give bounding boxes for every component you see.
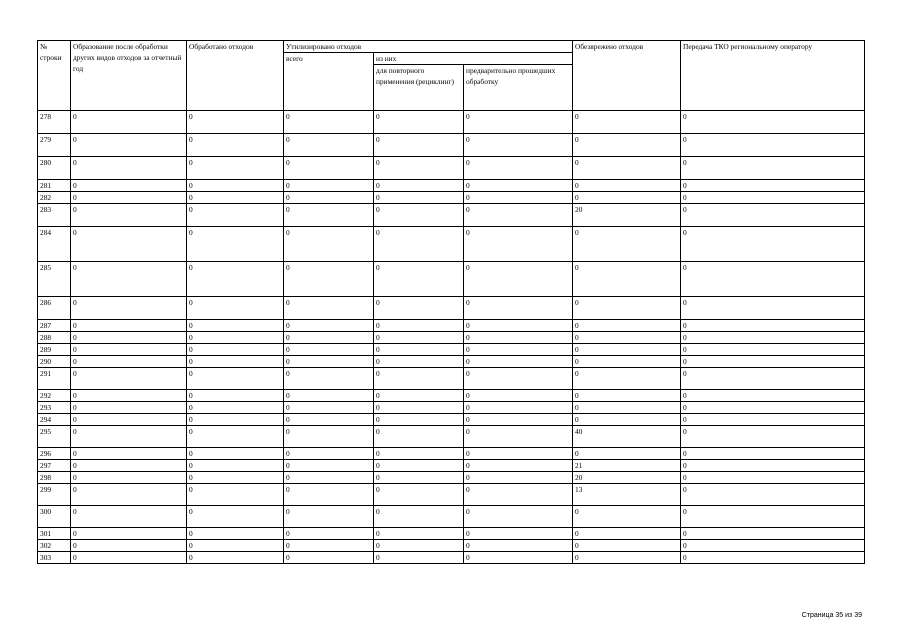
formed-value: 0	[71, 297, 187, 320]
utilized-total-value: 0	[284, 506, 374, 528]
processed-value: 0	[187, 540, 284, 552]
transfer-value: 0	[681, 528, 865, 540]
formed-value: 0	[71, 390, 187, 402]
formed-value: 0	[71, 448, 187, 460]
table-row	[38, 262, 865, 297]
reuse-value: 0	[374, 332, 464, 344]
transfer-value: 0	[681, 484, 865, 506]
reuse-value: 0	[374, 192, 464, 204]
row-number: 286	[38, 297, 71, 320]
utilized-total-value: 0	[284, 528, 374, 540]
utilized-total-value: 0	[284, 204, 374, 227]
formed-value: 0	[71, 552, 187, 564]
processed-value: 0	[187, 426, 284, 448]
processed-value: 0	[187, 344, 284, 356]
neutralized-value: 0	[573, 552, 681, 564]
row-number: 295	[38, 426, 71, 448]
utilized-total-value: 0	[284, 192, 374, 204]
header-utilized: Утилизировано отходов	[284, 41, 573, 53]
neutralized-value: 0	[573, 320, 681, 332]
formed-value: 0	[71, 460, 187, 472]
transfer-value: 0	[681, 344, 865, 356]
transfer-value: 0	[681, 262, 865, 297]
formed-value: 0	[71, 402, 187, 414]
header-utilized-total: всего	[284, 53, 374, 111]
table-row	[38, 552, 865, 564]
reuse-value: 0	[374, 157, 464, 180]
transfer-value: 0	[681, 180, 865, 192]
transfer-value: 0	[681, 414, 865, 426]
transfer-value: 0	[681, 204, 865, 227]
utilized-total-value: 0	[284, 297, 374, 320]
processed-value: 0	[187, 262, 284, 297]
pretreated-value: 0	[464, 368, 573, 390]
table-row	[38, 344, 865, 356]
processed-value: 0	[187, 227, 284, 262]
table-row	[38, 297, 865, 320]
reuse-value: 0	[374, 460, 464, 472]
neutralized-value: 0	[573, 192, 681, 204]
pretreated-value: 0	[464, 332, 573, 344]
table-row	[38, 390, 865, 402]
pretreated-value: 0	[464, 448, 573, 460]
row-number: 298	[38, 472, 71, 484]
reuse-value: 0	[374, 528, 464, 540]
formed-value: 0	[71, 262, 187, 297]
processed-value: 0	[187, 192, 284, 204]
reuse-value: 0	[374, 227, 464, 262]
reuse-value: 0	[374, 356, 464, 368]
utilized-total-value: 0	[284, 484, 374, 506]
neutralized-value: 0	[573, 540, 681, 552]
row-number: 293	[38, 402, 71, 414]
header-processed: Обработано отходов	[187, 41, 284, 111]
table-row	[38, 540, 865, 552]
processed-value: 0	[187, 332, 284, 344]
reuse-value: 0	[374, 111, 464, 134]
utilized-total-value: 0	[284, 402, 374, 414]
transfer-value: 0	[681, 192, 865, 204]
pretreated-value: 0	[464, 414, 573, 426]
formed-value: 0	[71, 320, 187, 332]
neutralized-value: 0	[573, 227, 681, 262]
reuse-value: 0	[374, 426, 464, 448]
table-row	[38, 528, 865, 540]
processed-value: 0	[187, 297, 284, 320]
transfer-value: 0	[681, 552, 865, 564]
pretreated-value: 0	[464, 552, 573, 564]
row-number: 303	[38, 552, 71, 564]
table-row	[38, 472, 865, 484]
processed-value: 0	[187, 390, 284, 402]
neutralized-value: 0	[573, 262, 681, 297]
header-pretreated: предварительно прошедших обработку	[464, 65, 573, 111]
reuse-value: 0	[374, 368, 464, 390]
formed-value: 0	[71, 540, 187, 552]
waste-report-table	[37, 40, 865, 564]
pretreated-value: 0	[464, 297, 573, 320]
row-number: 302	[38, 540, 71, 552]
pretreated-value: 0	[464, 204, 573, 227]
neutralized-value: 20	[573, 472, 681, 484]
waste-report-sheet	[37, 40, 864, 564]
pretreated-value: 0	[464, 426, 573, 448]
table-row	[38, 356, 865, 368]
formed-value: 0	[71, 332, 187, 344]
neutralized-value: 0	[573, 356, 681, 368]
pretreated-value: 0	[464, 472, 573, 484]
table-row	[38, 111, 865, 134]
row-number: 287	[38, 320, 71, 332]
neutralized-value: 0	[573, 134, 681, 157]
neutralized-value: 20	[573, 204, 681, 227]
table-row	[38, 192, 865, 204]
utilized-total-value: 0	[284, 368, 374, 390]
row-number: 294	[38, 414, 71, 426]
formed-value: 0	[71, 484, 187, 506]
utilized-total-value: 0	[284, 344, 374, 356]
reuse-value: 0	[374, 402, 464, 414]
header-formed: Образование после обработки других видов отходов за отчетный год	[71, 41, 187, 111]
transfer-value: 0	[681, 134, 865, 157]
transfer-value: 0	[681, 227, 865, 262]
table-row	[38, 368, 865, 390]
utilized-total-value: 0	[284, 390, 374, 402]
table-row	[38, 227, 865, 262]
neutralized-value: 0	[573, 414, 681, 426]
neutralized-value: 0	[573, 506, 681, 528]
pretreated-value: 0	[464, 111, 573, 134]
table-row	[38, 332, 865, 344]
formed-value: 0	[71, 414, 187, 426]
transfer-value: 0	[681, 402, 865, 414]
formed-value: 0	[71, 528, 187, 540]
utilized-total-value: 0	[284, 332, 374, 344]
header-neutralized: Обезврежено отходов	[573, 41, 681, 111]
row-number: 301	[38, 528, 71, 540]
reuse-value: 0	[374, 134, 464, 157]
formed-value: 0	[71, 227, 187, 262]
pretreated-value: 0	[464, 506, 573, 528]
page-number: Страница 35 из 39	[801, 612, 862, 619]
row-number: 280	[38, 157, 71, 180]
processed-value: 0	[187, 460, 284, 472]
row-number: 285	[38, 262, 71, 297]
formed-value: 0	[71, 506, 187, 528]
formed-value: 0	[71, 356, 187, 368]
processed-value: 0	[187, 506, 284, 528]
transfer-value: 0	[681, 111, 865, 134]
neutralized-value: 0	[573, 390, 681, 402]
utilized-total-value: 0	[284, 134, 374, 157]
formed-value: 0	[71, 180, 187, 192]
formed-value: 0	[71, 111, 187, 134]
table-row	[38, 134, 865, 157]
neutralized-value: 0	[573, 368, 681, 390]
utilized-total-value: 0	[284, 227, 374, 262]
neutralized-value: 0	[573, 344, 681, 356]
table-row	[38, 426, 865, 448]
neutralized-value: 0	[573, 528, 681, 540]
pretreated-value: 0	[464, 320, 573, 332]
neutralized-value: 0	[573, 448, 681, 460]
table-row	[38, 460, 865, 472]
row-number: 282	[38, 192, 71, 204]
reuse-value: 0	[374, 552, 464, 564]
neutralized-value: 0	[573, 157, 681, 180]
processed-value: 0	[187, 320, 284, 332]
reuse-value: 0	[374, 180, 464, 192]
row-number: 284	[38, 227, 71, 262]
formed-value: 0	[71, 192, 187, 204]
reuse-value: 0	[374, 262, 464, 297]
table-row	[38, 204, 865, 227]
utilized-total-value: 0	[284, 356, 374, 368]
utilized-total-value: 0	[284, 414, 374, 426]
transfer-value: 0	[681, 426, 865, 448]
utilized-total-value: 0	[284, 157, 374, 180]
table-row	[38, 414, 865, 426]
utilized-total-value: 0	[284, 448, 374, 460]
table-row	[38, 448, 865, 460]
utilized-total-value: 0	[284, 262, 374, 297]
reuse-value: 0	[374, 506, 464, 528]
transfer-value: 0	[681, 297, 865, 320]
pretreated-value: 0	[464, 528, 573, 540]
reuse-value: 0	[374, 484, 464, 506]
row-number: 290	[38, 356, 71, 368]
processed-value: 0	[187, 528, 284, 540]
formed-value: 0	[71, 368, 187, 390]
row-number: 278	[38, 111, 71, 134]
processed-value: 0	[187, 356, 284, 368]
transfer-value: 0	[681, 390, 865, 402]
pretreated-value: 0	[464, 134, 573, 157]
transfer-value: 0	[681, 472, 865, 484]
pretreated-value: 0	[464, 460, 573, 472]
processed-value: 0	[187, 402, 284, 414]
table-row	[38, 506, 865, 528]
formed-value: 0	[71, 134, 187, 157]
processed-value: 0	[187, 414, 284, 426]
header-of-which: из них	[374, 53, 573, 65]
formed-value: 0	[71, 344, 187, 356]
processed-value: 0	[187, 204, 284, 227]
neutralized-value: 40	[573, 426, 681, 448]
row-number: 292	[38, 390, 71, 402]
row-number: 288	[38, 332, 71, 344]
header-row-number: № строки	[38, 41, 71, 111]
pretreated-value: 0	[464, 390, 573, 402]
transfer-value: 0	[681, 332, 865, 344]
row-number: 291	[38, 368, 71, 390]
utilized-total-value: 0	[284, 460, 374, 472]
pretreated-value: 0	[464, 344, 573, 356]
row-number: 281	[38, 180, 71, 192]
table-row	[38, 402, 865, 414]
row-number: 299	[38, 484, 71, 506]
processed-value: 0	[187, 552, 284, 564]
table-row	[38, 157, 865, 180]
transfer-value: 0	[681, 506, 865, 528]
row-number: 279	[38, 134, 71, 157]
neutralized-value: 21	[573, 460, 681, 472]
table-row	[38, 180, 865, 192]
utilized-total-value: 0	[284, 552, 374, 564]
row-number: 297	[38, 460, 71, 472]
transfer-value: 0	[681, 540, 865, 552]
processed-value: 0	[187, 472, 284, 484]
transfer-value: 0	[681, 368, 865, 390]
utilized-total-value: 0	[284, 426, 374, 448]
utilized-total-value: 0	[284, 180, 374, 192]
formed-value: 0	[71, 157, 187, 180]
formed-value: 0	[71, 472, 187, 484]
pretreated-value: 0	[464, 402, 573, 414]
pretreated-value: 0	[464, 157, 573, 180]
reuse-value: 0	[374, 472, 464, 484]
formed-value: 0	[71, 204, 187, 227]
neutralized-value: 0	[573, 180, 681, 192]
utilized-total-value: 0	[284, 540, 374, 552]
pretreated-value: 0	[464, 227, 573, 262]
processed-value: 0	[187, 111, 284, 134]
header-reuse: для повторного применения (рециклинг)	[374, 65, 464, 111]
transfer-value: 0	[681, 320, 865, 332]
transfer-value: 0	[681, 460, 865, 472]
pretreated-value: 0	[464, 192, 573, 204]
processed-value: 0	[187, 134, 284, 157]
neutralized-value: 0	[573, 111, 681, 134]
table-row	[38, 484, 865, 506]
transfer-value: 0	[681, 356, 865, 368]
reuse-value: 0	[374, 297, 464, 320]
processed-value: 0	[187, 180, 284, 192]
reuse-value: 0	[374, 414, 464, 426]
row-number: 296	[38, 448, 71, 460]
processed-value: 0	[187, 448, 284, 460]
reuse-value: 0	[374, 344, 464, 356]
utilized-total-value: 0	[284, 320, 374, 332]
neutralized-value: 0	[573, 332, 681, 344]
processed-value: 0	[187, 157, 284, 180]
row-number: 289	[38, 344, 71, 356]
header-transfer: Передача ТКО региональному оператору	[681, 41, 865, 111]
utilized-total-value: 0	[284, 472, 374, 484]
reuse-value: 0	[374, 540, 464, 552]
pretreated-value: 0	[464, 180, 573, 192]
transfer-value: 0	[681, 448, 865, 460]
neutralized-value: 0	[573, 297, 681, 320]
table-row	[38, 320, 865, 332]
pretreated-value: 0	[464, 540, 573, 552]
reuse-value: 0	[374, 320, 464, 332]
reuse-value: 0	[374, 204, 464, 227]
table-body	[38, 111, 865, 564]
utilized-total-value: 0	[284, 111, 374, 134]
formed-value: 0	[71, 426, 187, 448]
neutralized-value: 0	[573, 402, 681, 414]
pretreated-value: 0	[464, 484, 573, 506]
pretreated-value: 0	[464, 262, 573, 297]
transfer-value: 0	[681, 157, 865, 180]
reuse-value: 0	[374, 390, 464, 402]
reuse-value: 0	[374, 448, 464, 460]
processed-value: 0	[187, 484, 284, 506]
neutralized-value: 13	[573, 484, 681, 506]
processed-value: 0	[187, 368, 284, 390]
row-number: 300	[38, 506, 71, 528]
pretreated-value: 0	[464, 356, 573, 368]
row-number: 283	[38, 204, 71, 227]
